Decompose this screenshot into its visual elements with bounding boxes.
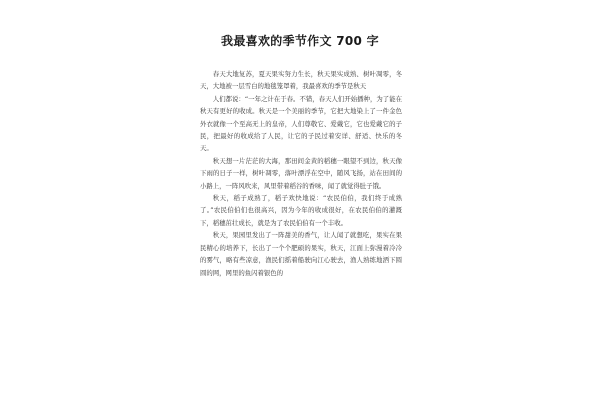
paragraph: 春天大地复苏，夏天果实努力生长，秋天果实成熟、树叶凋零，冬天，大地被一层雪白的地毯笼罩着，我最喜欢的季节是秋天 [200,70,402,91]
document-body [200,68,402,279]
paragraph: 秋天想一片茫茫的大海，那田间金黄的稻穗一眼望不到边，秋天像下雨的日子一样，树叶凋零，落叶漂浮在空中，随风飞扬，站在田间的小路上，一阵风吹来，风里带着稻谷的香味，闻了就觉得肚子饿。 [200,156,402,190]
document-title: 我最喜欢的季节作文 700 字 [221,34,379,48]
paragraph: 人们都说：“一年之计在于春。不错，春天人们开始播种，为了能在秋天有更好的收成。秋天是一个美丽的季节，它把大地染上了一件金色外衣就像一个至高无上的皇帝，人们尊敬它、爱戴它，它也爱戴它的子民，把最好的收成给了人民，让它的子民过着安详、舒适、快乐的冬天。 [200,94,402,153]
paragraph: 秋天，果园里发出了一阵甜美的香气，让人闻了就想吃，果实在果民精心的培养下，长出了一个个肥硕的果实，秋天，江面上弥漫着冷冷的雾气，略有些凉意，渔民们摇着船驶向江心驶去，渔人熟练地洒下圆圆的网，网里的鱼闪着银色的 [200,231,402,277]
paragraph: 秋天，稻子成熟了，稻子欢快地说：“农民伯伯，我们终于成熟了。”农民伯伯们也很高兴，因为今年的收成很好，在农民伯伯的灌溉下，稻穗茁壮成长，就是为了农民伯伯有一个丰收。 [200,194,402,227]
